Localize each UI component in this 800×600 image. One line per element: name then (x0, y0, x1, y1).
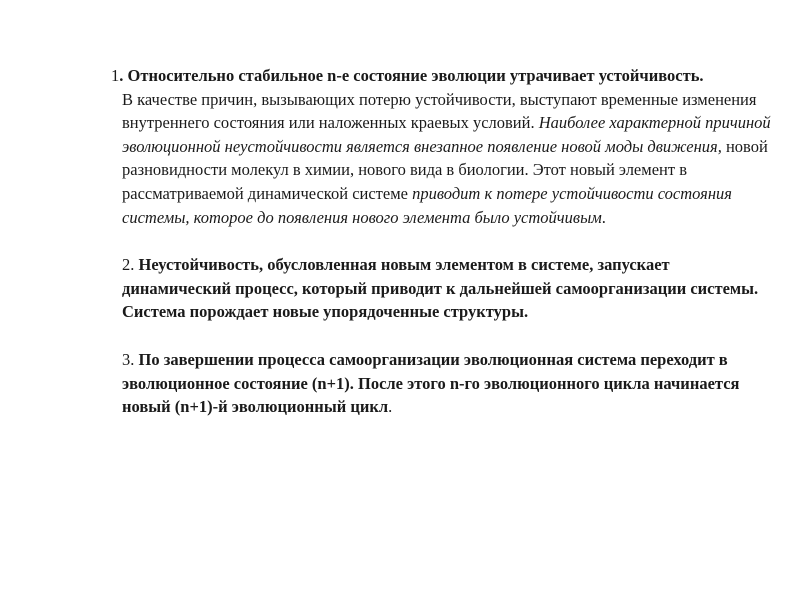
section-1-heading: . Относительно стабильное n-е состояние эволюции утрачивает устойчивость. (119, 66, 704, 85)
section-1-body-italic-1: Наиболее характерной причиной эволюционной неустойчивости является внезапное появление новой моды движения, (122, 113, 771, 156)
spacer (122, 229, 774, 253)
section-3-text: По завершении процесса самоорганизации эволюционная система переходит в эволюционное состояние (n+1). После этого n-го эволюционного цикла начинается новый (n+1)-й эволюционный цикл (122, 349, 740, 417)
text-block (111, 64, 774, 419)
spacer (122, 324, 774, 348)
section-3 (122, 348, 774, 419)
section-1-number: 1 (111, 66, 120, 85)
section-1-body-plain-1: В качестве причин, вызывающих потерю устойчивости, выступают временные изменения внутреннего состояния или наложенных краевых условий. (122, 89, 757, 133)
section-1 (111, 64, 774, 229)
section-1-body-end: . (601, 207, 606, 227)
section-3-number: 3. (122, 349, 139, 369)
section-1-body-plain-2: новой разновидности молекул в химии, нового вида в биологии. Этот новый элемент в рассматриваемой динамической системе (122, 136, 768, 203)
section-2-number: 2. (122, 255, 139, 275)
section-2 (122, 253, 774, 324)
section-3-end: . (388, 397, 393, 417)
section-1-body-italic-2: приводит к потере устойчивости состояния системы, которое до появления нового элемента было устойчивым (122, 183, 732, 227)
section-2-text: Неустойчивость, обусловленная новым элементом в системе, запускает динамический процесс, который приводит к дальнейшей самоорганизации системы. Система порождает новые упорядоченные структуры. (122, 255, 759, 322)
